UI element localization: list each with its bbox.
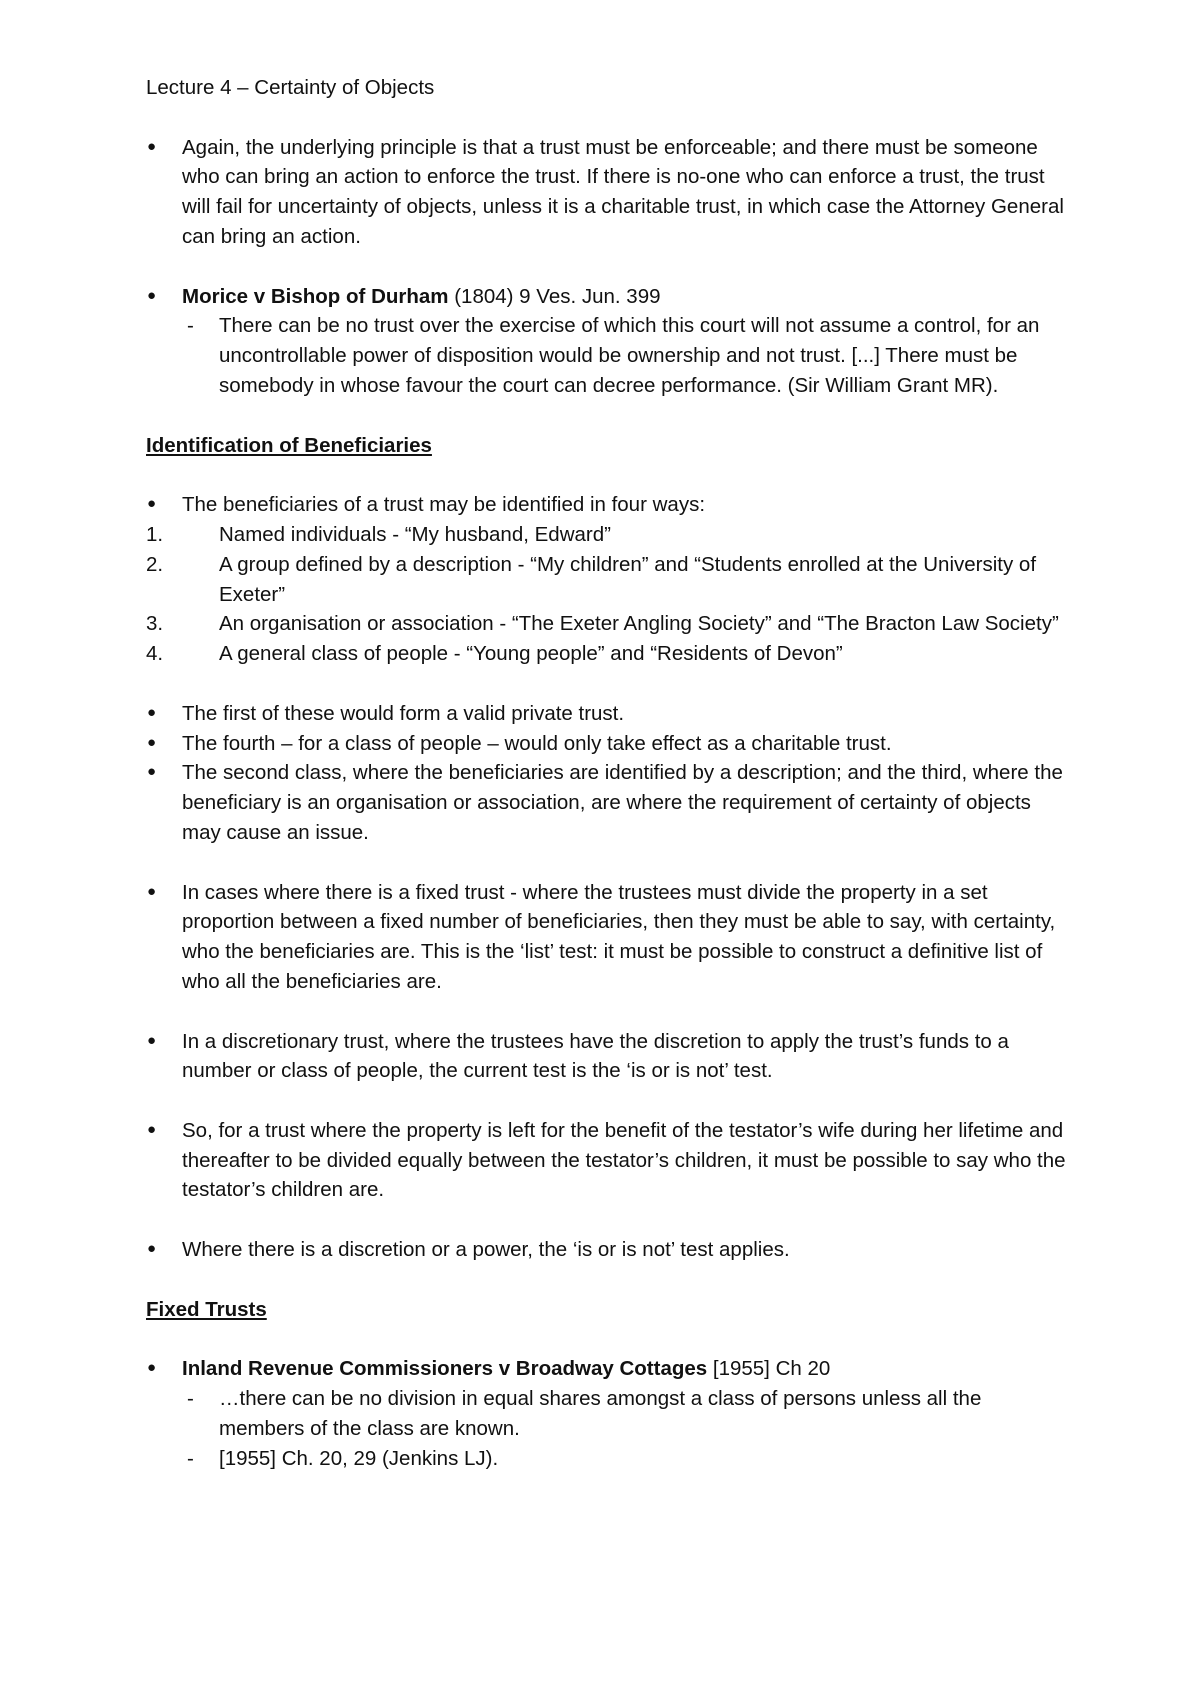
bullet-icon — [146, 1116, 182, 1146]
bullet-four-ways — [146, 490, 1066, 520]
item-text: An organisation or association - “The Exeter Angling Society” and “The Bracton Law Society” — [219, 612, 1059, 636]
section-heading-identification — [146, 431, 1066, 461]
bullet-power-test — [146, 1235, 1066, 1265]
sub-item-text: …there can be no division in equal shares amongst a class of persons unless all the members of the class are known. — [219, 1387, 982, 1440]
sub-item — [146, 1384, 1066, 1444]
bullet-icon — [146, 699, 182, 729]
item-number: 2. — [146, 552, 164, 576]
numbered-item — [146, 609, 1066, 639]
bullet-note — [146, 758, 1066, 847]
item-text: Named individuals - “My husband, Edward” — [219, 522, 611, 546]
item-number: 4. — [146, 642, 164, 666]
bullet-icon — [146, 1235, 182, 1265]
bullet-icon — [146, 1027, 182, 1057]
case-citation-broadway: [1955] Ch 20 — [707, 1357, 831, 1381]
bullet-four-ways-text: The beneficiaries of a trust may be identified in four ways: — [182, 493, 706, 517]
case-name-morice: Morice v Bishop of Durham — [182, 284, 449, 308]
bullet-text: In cases where there is a fixed trust - where the trustees must divide the property in a set proportion between a fixed number of beneficiaries, then they must be able to say, with certainty, who the beneficiaries are. This is the ‘list’ test: it must be possible to construct a definitive list of who all the beneficiaries are. — [182, 880, 1056, 993]
sub-item-text: [1955] Ch. 20, 29 (Jenkins LJ). — [219, 1446, 499, 1470]
case-name-broadway: Inland Revenue Commissioners v Broadway Cottages — [182, 1357, 708, 1381]
item-number: 3. — [146, 612, 164, 636]
bullet-discretionary-trust — [146, 1027, 1066, 1087]
bullet-note — [146, 729, 1066, 759]
bullet-intro — [146, 133, 1066, 252]
section-heading-fixed-trusts — [146, 1295, 1066, 1325]
dash-marker: - — [187, 314, 194, 338]
bullet-morice — [146, 282, 1066, 312]
case-citation-morice: (1804) 9 Ves. Jun. 399 — [448, 284, 661, 308]
section-heading-text: Fixed Trusts — [146, 1297, 267, 1321]
page-title: Lecture 4 – Certainty of Objects — [146, 76, 435, 99]
bullet-icon — [146, 729, 182, 759]
bullet-text: Where there is a discretion or a power, the ‘is or is not’ test applies. — [182, 1238, 790, 1262]
dash-marker: - — [187, 1446, 194, 1470]
section-heading-text: Identification of Beneficiaries — [146, 433, 432, 457]
bullet-icon — [146, 490, 182, 520]
bullet-broadway-cottages — [146, 1354, 1066, 1384]
numbered-item — [146, 520, 1066, 550]
bullet-icon — [146, 133, 182, 163]
item-number: 1. — [146, 522, 164, 546]
numbered-item — [146, 639, 1066, 669]
bullet-note-text: The first of these would form a valid private trust. — [182, 701, 625, 725]
bullet-icon — [146, 878, 182, 908]
numbered-item — [146, 550, 1066, 610]
sub-item — [146, 1444, 1066, 1474]
bullet-note-text: The second class, where the beneficiaries are identified by a description; and the third, where the beneficiary is an organisation or association, are where the requirement of certainty of objects may cause an issue. — [182, 761, 1063, 844]
bullet-icon — [146, 282, 182, 312]
morice-quote-text: There can be no trust over the exercise of which this court will not assume a control, for an uncontrollable power of disposition would be ownership and not trust. [...] There must be somebody in whose favour the court can decree performance. (Sir William Grant MR). — [219, 314, 1040, 397]
document-body — [146, 73, 1066, 1473]
bullet-intro-text: Again, the underlying principle is that a trust must be enforceable; and there must be someone who can bring an action to enforce the trust. If there is no-one who can enforce a trust, the trust will fail for uncertainty of objects, unless it is a charitable trust, in which case the Attorney General can bring an action. — [182, 135, 1064, 248]
dash-marker: - — [187, 1387, 194, 1411]
bullet-text: So, for a trust where the property is left for the benefit of the testator’s wife during her lifetime and thereafter to be divided equally between the testator’s children, it must be possible to say who the testator’s children are. — [182, 1118, 1066, 1202]
bullet-text: In a discretionary trust, where the trustees have the discretion to apply the trust’s funds to a number or class of people, the current test is the ‘is or is not’ test. — [182, 1029, 1009, 1083]
sub-item-morice-quote — [146, 311, 1066, 400]
bullet-testator-example — [146, 1116, 1066, 1205]
item-text: A group defined by a description - “My children” and “Students enrolled at the University of Exeter” — [219, 552, 1037, 606]
bullet-note-text: The fourth – for a class of people – would only take effect as a charitable trust. — [182, 731, 892, 755]
bullet-icon — [146, 1354, 182, 1384]
bullet-fixed-trust-list-test — [146, 878, 1066, 997]
item-text: A general class of people - “Young people” and “Residents of Devon” — [219, 642, 843, 666]
bullet-icon — [146, 758, 182, 788]
bullet-note — [146, 699, 1066, 729]
